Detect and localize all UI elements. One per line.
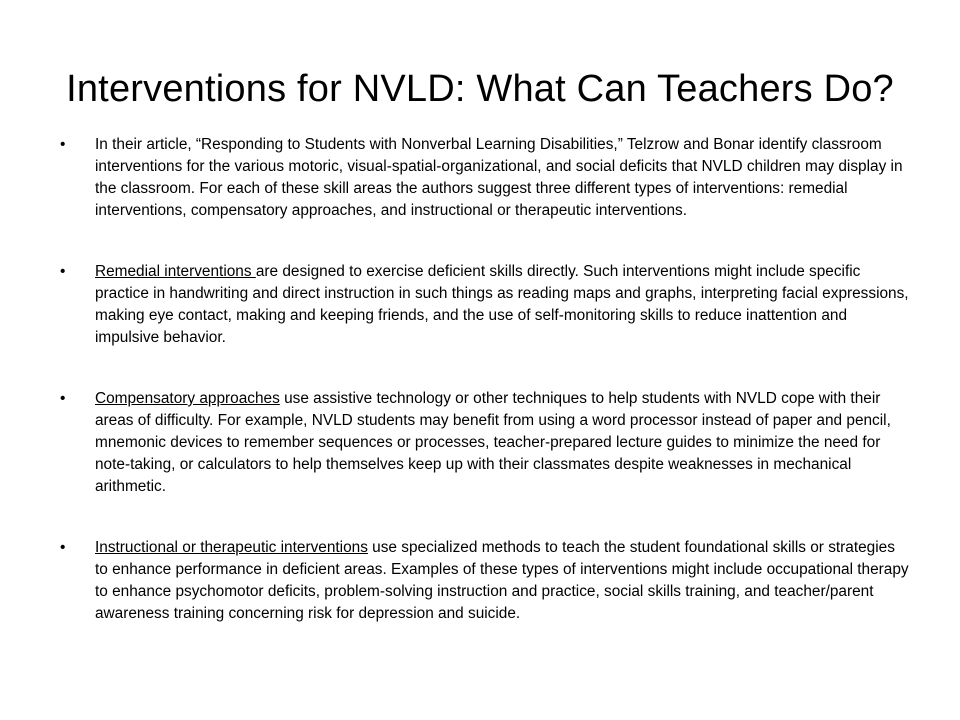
bullet-item-compensatory <box>60 388 912 498</box>
slide-title: Interventions for NVLD: What Can Teachers Do? <box>66 68 894 110</box>
bullet-item-intro <box>60 134 912 222</box>
bullet-marker: • <box>60 136 66 153</box>
bullet-marker: • <box>60 539 66 556</box>
bullet-item-remedial <box>60 261 912 349</box>
bullet-lead-term: Remedial interventions <box>95 263 256 280</box>
bullet-text: are designed to exercise deficient skills directly. Such interventions might include specific practice in handwriting and direct instruction in such things as reading maps and graphs, interpreting facial expressions, making eye contact, making and keeping friends, and the use of self-monitoring skills to reduce inattention and impulsive behavior. <box>95 263 909 346</box>
bullet-text: use assistive technology or other techniques to help students with NVLD cope with their areas of difficulty. For example, NVLD students may benefit from using a word processor instead of paper and pencil, mnemonic devices to remember sequences or processes, teacher-prepared lecture guides to minimize the need for note-taking, or calculators to help themselves keep up with their classmates despite weaknesses in mechanical arithmetic. <box>95 390 891 495</box>
bullet-list <box>60 134 912 664</box>
bullet-item-instructional <box>60 537 912 625</box>
bullet-marker: • <box>60 263 66 280</box>
bullet-marker: • <box>60 390 66 407</box>
bullet-lead-term: Instructional or therapeutic interventions <box>95 539 368 556</box>
bullet-text: use specialized methods to teach the student foundational skills or strategies to enhance performance in deficient areas. Examples of these types of interventions might include occupational therapy to enhance psychomotor deficits, problem-solving instruction and practice, social skills training, and teacher/parent awareness training concerning risk for depression and suicide. <box>95 539 909 622</box>
bullet-text: In their article, “Responding to Students with Nonverbal Learning Disabilities,” Telzrow and Bonar identify classroom interventions for the various motoric, visual-spatial-organizational, and social deficits that NVLD children may display in the classroom. For each of these skill areas the authors suggest three different types of interventions: remedial interventions, compensatory approaches, and instructional or therapeutic interventions. <box>95 136 903 219</box>
bullet-lead-term: Compensatory approaches <box>95 390 280 407</box>
